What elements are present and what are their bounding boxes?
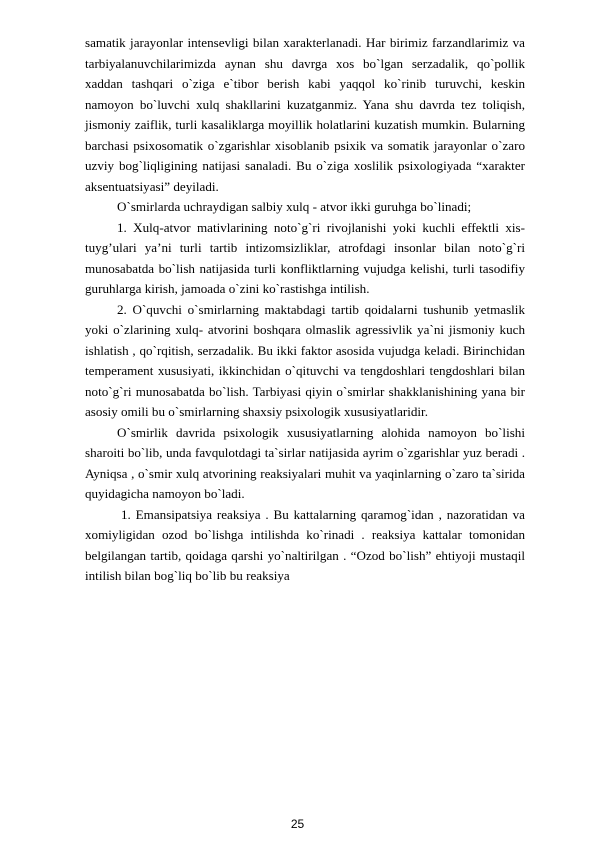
paragraph-6: 1. Emansipatsiya reaksiya . Bu kattalarning qaramog`idan , nazoratidan va xomiyligidan ozod bo`lishga intilishda ko`rinadi . reaksiya kattalar tomonidan belgilangan tartib, qoidaga qarshi yo`naltirilgan . “Ozod bo`lish” ehtiyoji mustaqil intilish bilan bog`liq bo`lib bu reaksiya: [85, 506, 525, 583]
body-text: [85, 33, 525, 587]
page-number: 25: [290, 817, 305, 831]
paragraph-1: samatik jarayonlar intensevligi bilan xarakterlanadi. Har birimiz farzandlarimiz va tarbiyalanuvchilarimizda aynan shu davrga xos bo`lgan serzadalik, qo`pollik xaddan tashqari o`ziga e`tibor berish kabi yaqqol ko`rinib turuvchi, keskin namoyon bo`luvchi xulq shakllarini kuzatganmiz. Yana shu davrda tez toliqish, jismoniy zaiflik, turli kasaliklarga moyillik holatlarini kuzatish mumkin. Bularning barchasi psixosomatik o`zgarishlar xisoblanib psixik va somatik jarayonlar o`zaro uzviy bog`liqligining natijasi sanaladi. Bu o`ziga xoslilik psixologiyada “xarakter aksentuatsiyasi” deyiladi.: [85, 35, 525, 194]
paragraph-3: 1. Xulq-atvor mativlarining noto`g`ri rivojlanishi yoki kuchli effektli xis- tuyg’ulari ya’ni turli tartib intizomsizliklar, atrofdagi insonlar bilan noto`g`ri munosabatda bo`lish natijasida turli konfliktlarning vujudga kelishi, turli tasodifiy guruhlarga kirish, jamoada o`zini ko`rastishga intilish.: [85, 219, 525, 296]
paragraph-5: O`smirlik davrida psixologik xususiyatlarning alohida namoyon bo`lishi sharoiti bo`lib, unda favqulotdagi ta`sirlar natijasida ayrim o`zgarishlar yuz beradi . Ayniqsa , o`smir xulq atvorining reaksiyalari muhit va yaqinlarning o`zaro ta`sirida quyidagicha namoyon bo`ladi.: [85, 424, 525, 501]
paragraph-2: O`smirlarda uchraydigan salbiy xulq - atvor ikki guruhga bo`linadi;: [117, 199, 472, 214]
paragraph-4: 2. O`quvchi o`smirlarning maktabdagi tartib qoidalarni tushunib yetmaslik yoki o`zlarining xulq- atvorini boshqara olmaslik agressivlik ya`ni jismoniy kuch ishlatish , qo`rqitish, serzadalik. Bu ikki faktor asosida vujudga keladi. Birinchidan temperament xususiyati, ikkinchidan o`qituvchi va tengdoshlari tengdoshlari bilan noto`g`ri munosabatda bo`lish. Tarbiyasi qiyin o`smirlar shakklanishining yana bir asosiy omili bu o`smirlarning shaxsiy psixologik xususiyatlaridir.: [85, 301, 525, 419]
